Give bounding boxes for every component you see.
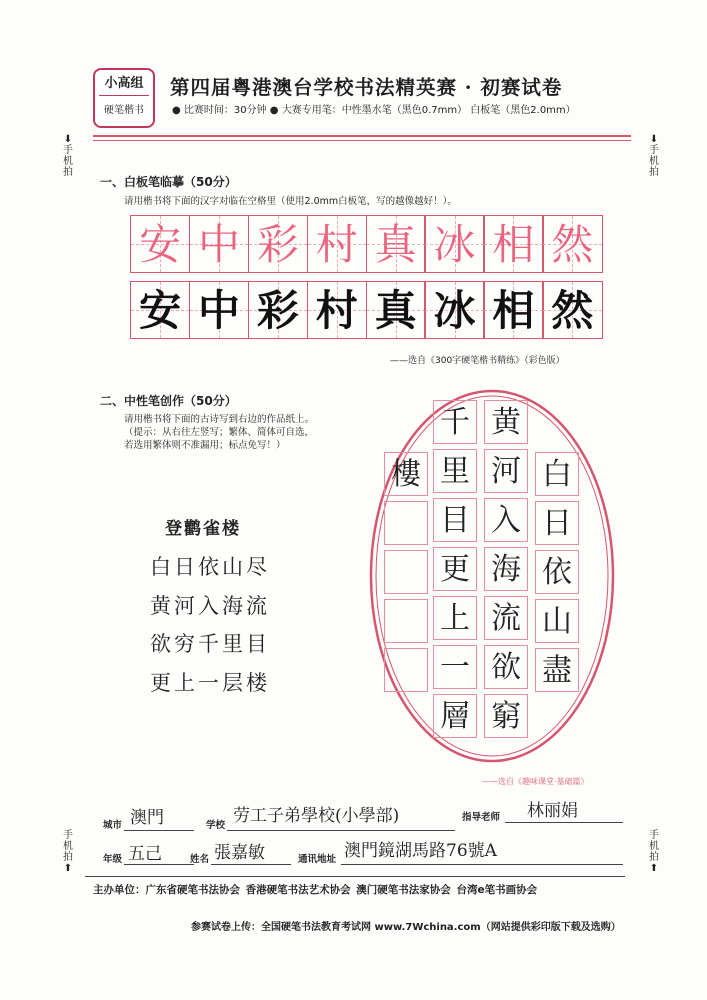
copy-char-cell: [307, 281, 367, 339]
copy-char-cell: [248, 281, 308, 339]
address-field[interactable]: 澳門鏡湖馬路76號A: [344, 841, 497, 861]
school-label: 学校: [206, 820, 226, 831]
written-poem-char: 一: [440, 650, 470, 685]
down-arrow-icon: ⬇: [63, 134, 73, 145]
school-field[interactable]: 劳工子弟學校(小學部): [233, 806, 400, 826]
section2-instructions-1: 请用楷书将下面的古诗写到右边的作品纸上。: [124, 414, 315, 425]
written-poem-char: 窮: [491, 699, 521, 734]
written-poem-char: 千: [440, 405, 470, 440]
page-title: 第四届粤港澳台学校书法精英赛 · 初赛试卷: [170, 76, 563, 99]
section1-instructions: 请用楷书将下面的汉字对临在空格里（使用2.0mm白板笔，写的越像越好！）。: [124, 196, 457, 207]
category-badge: [93, 68, 155, 128]
copy-char-cell: [542, 281, 602, 339]
upload-info: 参赛试卷上传：全国硬笔书法教育考试网 www.7Wchina.com（网站提供彩印版下载及选购）: [191, 922, 621, 933]
section2-title: 二、中性笔创作（50分）: [100, 394, 237, 408]
model-char: 真: [374, 220, 417, 269]
teacher-label: 指导老师: [462, 812, 501, 823]
name-underline: [211, 864, 291, 865]
written-poem-char: 盡: [542, 653, 572, 688]
copy-char-cell: [189, 281, 249, 339]
model-char-cell: [248, 215, 308, 273]
copy-char-cell: [366, 281, 426, 339]
up-arrow-icon: ⬆: [649, 863, 659, 874]
model-char-cell: [483, 215, 543, 273]
grade-underline: [124, 864, 194, 865]
model-char: 安: [139, 220, 182, 269]
written-poem-char: 目: [440, 503, 470, 538]
written-poem-char: 里: [440, 454, 470, 489]
model-char: 中: [198, 220, 241, 269]
copied-char: 村: [315, 286, 358, 335]
teacher-underline: [505, 822, 623, 823]
grade-label: 年级: [103, 854, 123, 865]
model-char-cell: [130, 215, 190, 273]
address-underline: [341, 864, 623, 865]
copy-char-cell: [483, 281, 543, 339]
written-poem-char: 海: [491, 552, 521, 587]
organizers: 主办单位：广东省硬笔书法协会 香港硬笔书法艺术协会 澳门硬笔书法家协会 台湾e笔书画协会: [93, 884, 538, 896]
written-poem-char: 流: [491, 601, 521, 636]
copied-char: 彩: [256, 286, 299, 335]
written-poem-char: 上: [440, 601, 470, 636]
exam-info: ● 比赛时间：30分钟 ● 大赛专用笔：中性墨水笔（黑色0.7mm） 白板笔（黑色2.0mm）: [172, 105, 576, 116]
phone-label: 手机拍: [649, 830, 659, 863]
teacher-field[interactable]: 林丽娟: [527, 801, 578, 821]
section2-credit: ——选自《趣味课堂·基础篇》: [482, 777, 589, 786]
name-field[interactable]: 張嘉敏: [214, 843, 265, 863]
poem-line: 白日依山尽: [150, 555, 270, 579]
section1-credit: ——选自《300字硬笔楷书精练》（彩色版）: [390, 356, 565, 366]
written-poem-char: 層: [440, 699, 470, 734]
model-char-cell: [424, 215, 484, 273]
phone-label: 手机拍: [63, 830, 73, 863]
copy-char-cell: [130, 281, 190, 339]
poem-title: 登鹳雀楼: [165, 519, 241, 539]
phone-label: 手机拍: [63, 145, 73, 178]
written-poem-char: 白: [542, 457, 572, 492]
city-underline: [124, 830, 194, 831]
copied-char: 真: [374, 286, 417, 335]
written-poem-char: 入: [491, 503, 521, 538]
model-char: 冰: [433, 220, 476, 269]
copy-char-row: [130, 281, 601, 339]
phone-marker-bottom-right: [646, 830, 662, 874]
poem-line: 黄河入海流: [150, 594, 270, 618]
model-char: 村: [315, 220, 358, 269]
written-poem-char: 依: [542, 555, 572, 590]
copied-char: 相: [492, 286, 535, 335]
header-rule-thin: [93, 140, 631, 141]
badge-level: 小高组: [104, 76, 144, 91]
grade-field[interactable]: 五己: [128, 844, 162, 864]
poem-line: 欲穷千里目: [150, 632, 270, 656]
address-label: 通讯地址: [298, 854, 337, 865]
copied-char: 冰: [433, 286, 476, 335]
model-char-cell: [189, 215, 249, 273]
name-label: 姓名: [190, 854, 210, 865]
work-paper-oval: [368, 388, 616, 764]
copied-char: 然: [551, 286, 594, 335]
badge-style: 硬笔楷书: [104, 105, 144, 116]
written-poem-char: 欲: [491, 650, 521, 685]
phone-marker-top-left: [60, 134, 76, 178]
phone-marker-top-right: [646, 134, 662, 178]
copied-char: 安: [139, 286, 182, 335]
model-char-cell: [307, 215, 367, 273]
poem-line: 更上一层楼: [150, 671, 270, 695]
model-char: 然: [551, 220, 594, 269]
section2-instructions-3: 若选用繁体则不准漏用；标点免写！）: [124, 440, 286, 451]
phone-label: 手机拍: [649, 145, 659, 178]
written-poem-char: 河: [491, 454, 521, 489]
model-char-cell: [542, 215, 602, 273]
section2-instructions-2: （提示：从右往左竖写；繁体、简体可自选，: [124, 427, 315, 438]
badge-divider: [99, 95, 149, 96]
city-label: 城市: [103, 820, 123, 831]
written-poem-char: 日: [542, 506, 572, 541]
model-char-row: [130, 215, 601, 273]
written-poem-char: 樓: [391, 457, 421, 492]
model-char-cell: [366, 215, 426, 273]
city-field[interactable]: 澳門: [130, 808, 164, 828]
model-char: 相: [492, 220, 535, 269]
copy-char-cell: [424, 281, 484, 339]
school-underline: [227, 830, 455, 831]
copied-char: 中: [198, 286, 241, 335]
up-arrow-icon: ⬆: [63, 863, 73, 874]
written-poem-char: 更: [440, 552, 470, 587]
written-poem-char: 黄: [491, 405, 521, 440]
phone-marker-bottom-left: [60, 830, 76, 874]
section1-title: 一、白板笔临摹（50分）: [100, 175, 237, 189]
written-poem-char: 山: [542, 604, 572, 639]
down-arrow-icon: ⬇: [649, 134, 659, 145]
header-rule: [93, 135, 631, 137]
footer-rule: [85, 876, 625, 877]
model-char: 彩: [256, 220, 299, 269]
